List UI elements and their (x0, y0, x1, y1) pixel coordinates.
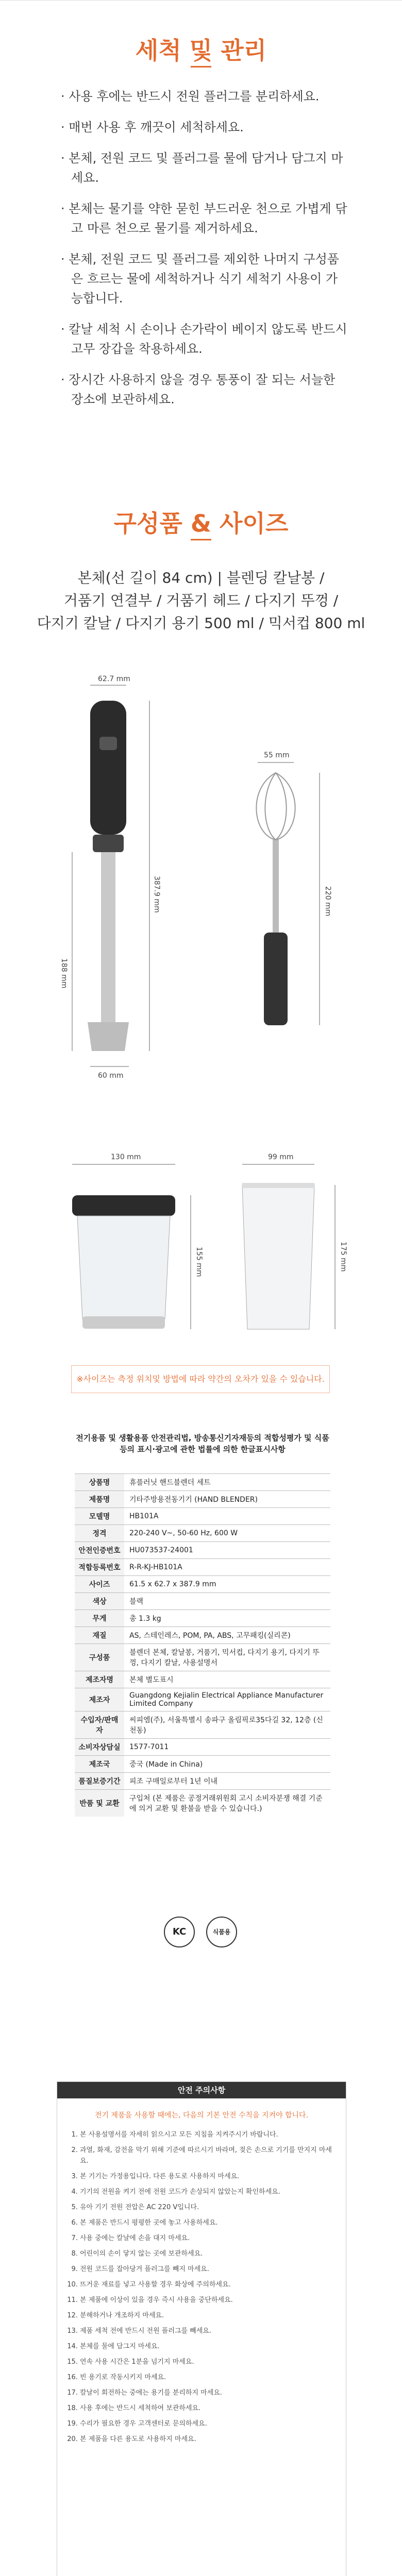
size-note: ※사이즈는 측정 위치및 방법에 따라 약간의 오차가 있을 수 있습니다. (71, 1365, 330, 1393)
components-line: 본체(선 길이 84 cm) | 블렌딩 칼날봉 / (77, 569, 325, 586)
safety-item: 5. 유아 기기 전원 전압은 AC 220 V입니다. (80, 2202, 333, 2213)
spec-key: 무게 (75, 1610, 124, 1627)
spec-row (75, 1508, 330, 1525)
care-list (61, 87, 349, 420)
spec-row (75, 1711, 330, 1739)
dim-chopper-width: 130 mm (111, 1153, 141, 1161)
components-section (0, 505, 402, 1556)
safety-item: 15. 연속 사용 시간은 1분을 넘기지 마세요. (80, 2357, 333, 2367)
spec-row (75, 1610, 330, 1627)
safety-item: 4. 기기의 전원을 켜기 전에 전원 코드가 손상되지 않았는지 확인하세요. (80, 2187, 333, 2197)
spec-value: 구입처 (본 제품은 공정거래위원회 고시 소비자분쟁 해결 기준에 의거 교환 및 환불을 받을 수 있습니다.) (124, 1790, 330, 1817)
spec-row (75, 1688, 330, 1711)
spec-key: 소비자상담실 (75, 1739, 124, 1756)
care-item: · 본체, 전원 코드 및 플러그를 물에 담거나 담그지 마세요. (61, 151, 343, 185)
top-rule (0, 0, 402, 1)
care-item: · 장시간 사용하지 않을 경우 통풍이 잘 되는 서늘한 장소에 보관하세요. (61, 372, 336, 406)
safety-item: 12. 분해하거나 개조하지 마세요. (80, 2310, 333, 2321)
spec-row (75, 1559, 330, 1576)
care-item: · 사용 후에는 반드시 전원 플러그를 분리하세요. (61, 89, 320, 104)
spec-value: 61.5 x 62.7 x 387.9 mm (124, 1576, 330, 1593)
spec-key: 제조자명 (75, 1671, 124, 1688)
dim-cup-height: 175 mm (339, 1242, 347, 1272)
spec-value: AS, 스테인레스, POM, PA, ABS, 고무패킹(실리콘) (124, 1627, 330, 1644)
safety-box (57, 2081, 346, 2576)
safety-title: 안전 주의사항 (57, 2082, 346, 2098)
safety-item: 2. 과열, 화재, 감전을 막기 위해 기준에 따르시기 바라며, 젖은 손으로 기기를 만지지 마세요. (80, 2145, 333, 2166)
spec-row (75, 1593, 330, 1610)
safety-item: 19. 수리가 필요한 경우 고객센터로 문의하세요. (80, 2418, 333, 2429)
spec-header: 전기용품 및 생활용품 안전관리법, 방송통신기자재등의 적합성평가 및 식품 등의 표시·광고에 관한 법률에 의한 한글표시사항 (76, 1433, 329, 1454)
spec-value: 휴플러닛 핸드블렌더 세트 (124, 1474, 330, 1491)
spec-value: R-R-KJ-HB101A (124, 1559, 330, 1576)
dim-bottom-width: 60 mm (98, 1072, 124, 1080)
safety-item: 11. 본 제품에 이상이 있을 경우 즉시 사용을 중단하세요. (80, 2295, 333, 2306)
spec-key: 제조자 (75, 1688, 124, 1711)
spec-row (75, 1671, 330, 1688)
spec-row (75, 1773, 330, 1790)
safety-item: 1. 본 사용설명서를 자세히 읽으시고 모든 지침을 지켜주시기 바랍니다. (80, 2129, 333, 2140)
safety-item: 20. 본 제품을 다른 용도로 사용하지 마세요. (80, 2434, 333, 2445)
spec-row (75, 1491, 330, 1508)
safety-item: 8. 어린이의 손이 닿지 않는 곳에 보관하세요. (80, 2248, 333, 2259)
safety-item: 17. 칼날이 회전하는 중에는 용기를 분리하지 마세요. (80, 2387, 333, 2398)
spec-key: 상품명 (75, 1474, 124, 1491)
spec-key: 구성품 (75, 1644, 124, 1671)
spec-key: 반품 및 교환 (75, 1790, 124, 1817)
spec-key: 모델명 (75, 1508, 124, 1525)
spec-value: 블렌더 본체, 칼날봉, 거품기, 믹서컵, 다지기 용기, 다지기 뚜껑, 다지기 칼날, 사용설명서 (124, 1644, 330, 1671)
care-item: · 본체, 전원 코드 및 플러그를 제외한 나머지 구성품은 흐르는 물에 세척하거나 식기 세척기 사용이 가능합니다. (61, 252, 339, 306)
safety-item: 6. 본 제품은 반드시 평평한 곳에 놓고 사용하세요. (80, 2217, 333, 2228)
care-title-underline (191, 66, 211, 67)
care-section (0, 0, 402, 443)
dim-chopper-height: 155 mm (195, 1247, 203, 1277)
safety-item: 14. 본체를 물에 담그지 마세요. (80, 2341, 333, 2352)
spec-row (75, 1542, 330, 1559)
spec-row (75, 1627, 330, 1644)
care-title: 세척 및 관리 (135, 37, 267, 64)
care-item: · 본체는 물기를 약한 묻힌 부드러운 천으로 가볍게 닦고 마른 천으로 물기를 제거하세요. (61, 201, 347, 235)
dim-whisk-height: 220 mm (324, 886, 332, 917)
spec-value: HB101A (124, 1508, 330, 1525)
safety-item: 13. 제품 세척 전에 반드시 전원 플러그를 빼세요. (80, 2326, 333, 2336)
safety-item: 3. 본 기기는 가정용입니다. 다른 용도로 사용하지 마세요. (80, 2171, 333, 2182)
spec-value: 씨피엠(주), 서울특별시 송파구 올림픽로35다길 32, 12층 (신천동) (124, 1711, 330, 1739)
components-title-underline (191, 539, 211, 540)
spec-key: 재질 (75, 1627, 124, 1644)
dim-whisk-width: 55 mm (264, 751, 290, 759)
spec-value: 중국 (Made in China) (124, 1756, 330, 1773)
kc-mark: KC (164, 1917, 195, 1947)
safety-item: 10. 뜨거운 재료를 넣고 사용할 경우 화상에 주의하세요. (80, 2279, 333, 2290)
spec-key: 제조국 (75, 1756, 124, 1773)
safety-item: 18. 사용 후에는 반드시 세척하여 보관하세요. (80, 2403, 333, 2414)
spec-row (75, 1739, 330, 1756)
components-title: 구성품 & 사이즈 (113, 510, 289, 537)
spec-row (75, 1790, 330, 1817)
spec-row (75, 1576, 330, 1593)
dim-cup-width: 99 mm (268, 1153, 294, 1161)
components-lines (0, 567, 402, 635)
dim-width-top: 62.7 mm (98, 675, 130, 683)
dim-rod-length: 188 mm (60, 958, 68, 989)
spec-key: 수입자/판매자 (75, 1711, 124, 1739)
spec-table (75, 1473, 330, 1817)
components-line: 다지기 칼날 / 다지기 용기 500 ml / 믹서컵 800 ml (37, 615, 365, 632)
spec-value: 본체 별도표시 (124, 1671, 330, 1688)
spec-key: 안전인증번호 (75, 1542, 124, 1559)
safety-intro: 전기 제품을 사용할 때에는, 다음의 기본 안전 수칙을 지켜야 합니다. (94, 2111, 309, 2120)
spec-key: 정격 (75, 1525, 124, 1542)
safety-list (57, 2129, 346, 2445)
spec-row (75, 1644, 330, 1671)
care-item: · 칼날 세척 시 손이나 손가락이 베이지 않도록 반드시 고무 장갑을 착용하세요. (61, 322, 347, 356)
spec-key: 적합등록번호 (75, 1559, 124, 1576)
safety-item: 7. 사용 중에는 칼날에 손을 대지 마세요. (80, 2233, 333, 2244)
spec-key: 색상 (75, 1593, 124, 1610)
spec-key: 사이즈 (75, 1576, 124, 1593)
spec-key: 품질보증기간 (75, 1773, 124, 1790)
components-line: 거품기 연결부 / 거품기 헤드 / 다지기 뚜껑 / (63, 592, 339, 609)
spec-value: 총 1.3 kg (124, 1610, 330, 1627)
spec-value: 220-240 V~, 50-60 Hz, 600 W (124, 1525, 330, 1542)
spec-value: 블랙 (124, 1593, 330, 1610)
safety-item: 16. 빈 용기로 작동시키지 마세요. (80, 2372, 333, 2383)
dim-height-total: 387.9 mm (153, 876, 161, 913)
food-grade-mark: 식품용 (206, 1917, 237, 1947)
spec-row (75, 1756, 330, 1773)
care-item: · 매번 사용 후 깨끗이 세척하세요. (61, 120, 244, 134)
spec-value: 기타주방용전동기기 (HAND BLENDER) (124, 1491, 330, 1508)
spec-row (75, 1474, 330, 1491)
spec-key: 제품명 (75, 1491, 124, 1508)
spec-value: 1577-7011 (124, 1739, 330, 1756)
spec-value: 피조 구매일로부터 1년 이내 (124, 1773, 330, 1790)
safety-item: 9. 전원 코드를 잡아당겨 플러그를 빼지 마세요. (80, 2264, 333, 2275)
spec-row (75, 1525, 330, 1542)
spec-value: Guangdong Kejialin Electrical Appliance Manufacturer Limited Company (124, 1688, 330, 1711)
spec-value: HU073537-24001 (124, 1542, 330, 1559)
